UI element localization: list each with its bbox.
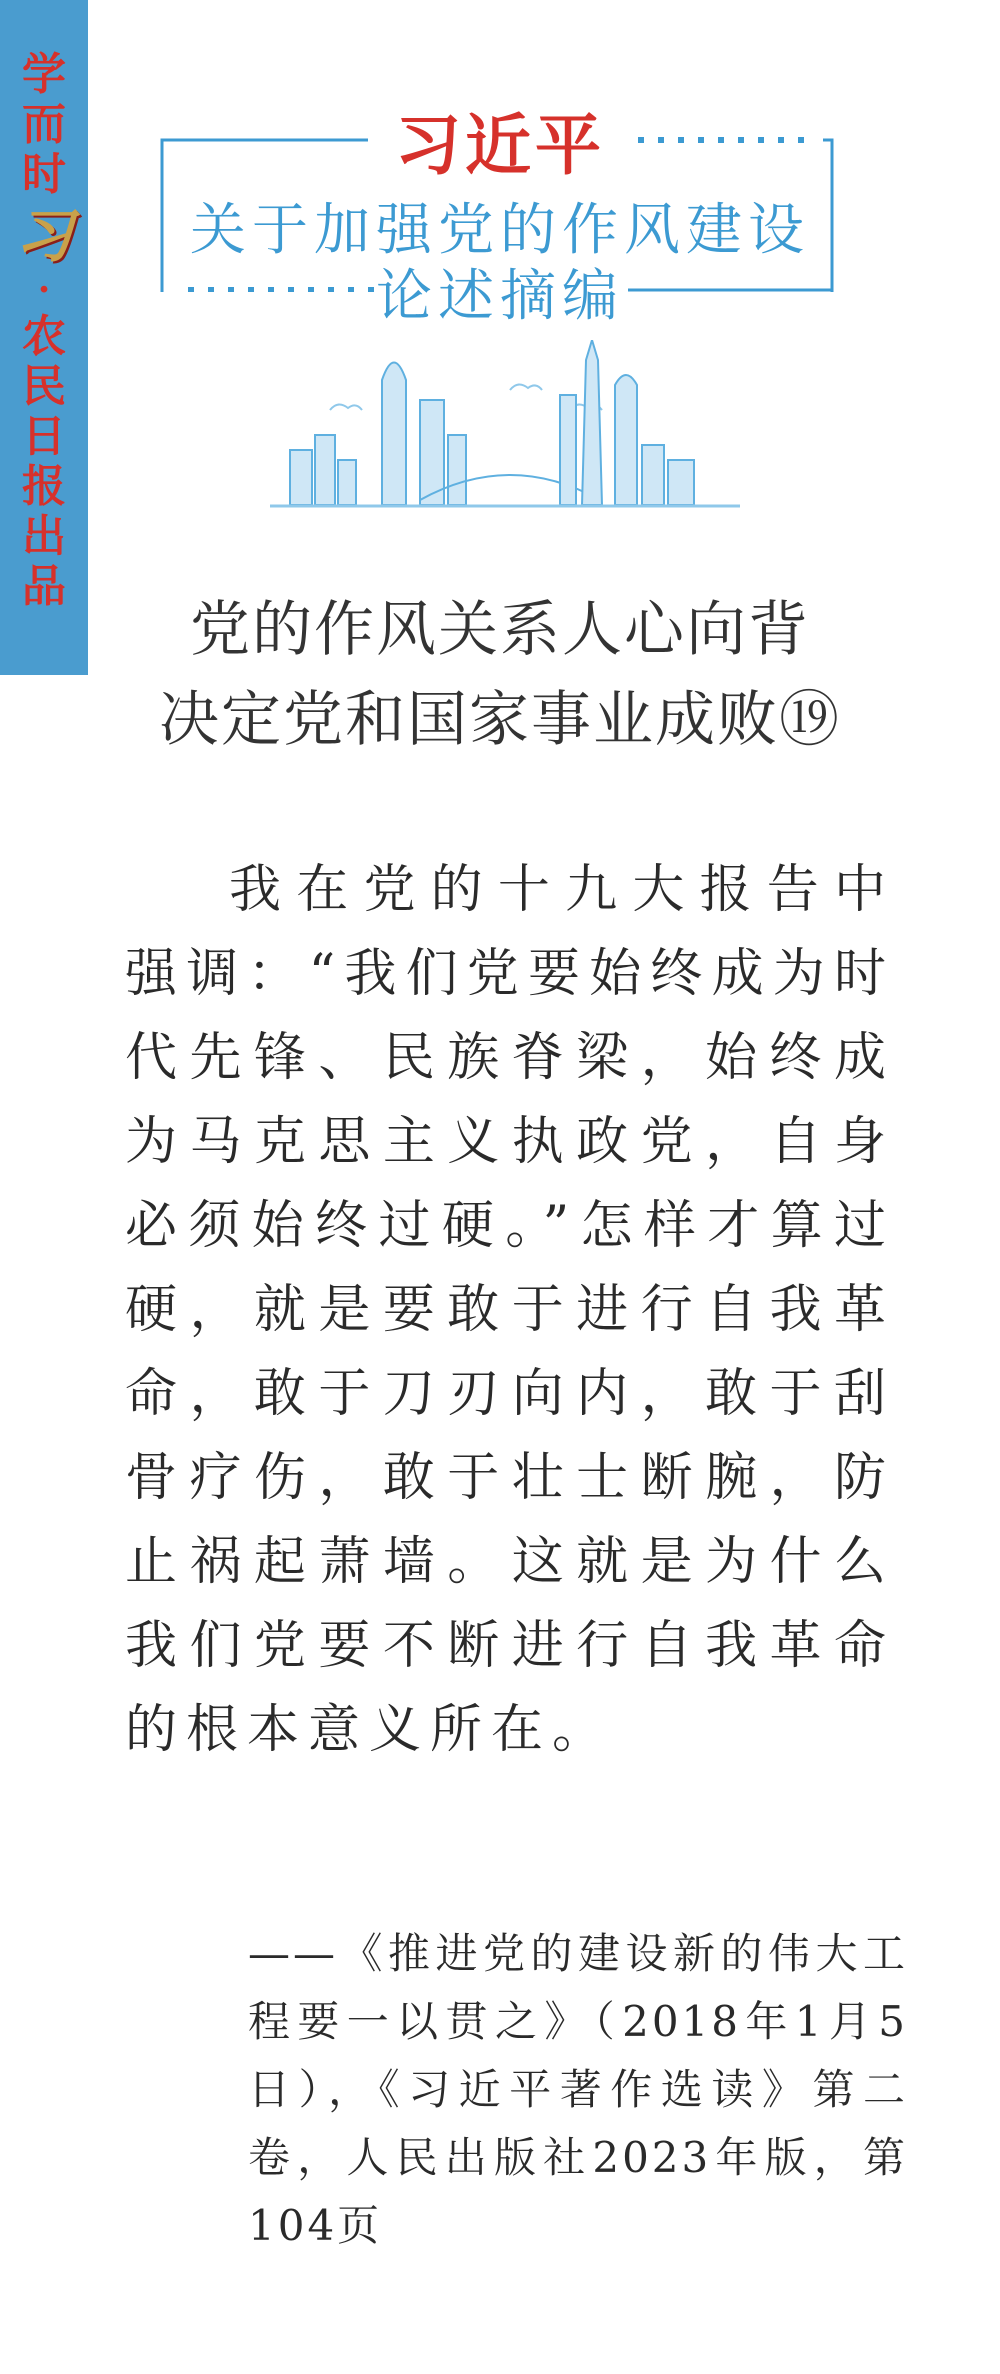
banner-char: 时: [22, 149, 66, 200]
citation-text: ——《推进党的建设新的伟大工程要一以贯之》（2018年1月5日），《习近平著作选读》第二卷，人民出版社2023年版，第104页: [248, 1929, 908, 2250]
section-title-line1: 党的作风关系人心向背: [190, 595, 810, 665]
city-skyline-illustration: [270, 340, 740, 510]
citation: [248, 1920, 908, 2260]
book-title-line1: 关于加强党的作风建设: [190, 198, 810, 263]
author-name: 习近平: [395, 107, 605, 184]
book-title-line2: 论述摘编: [376, 264, 624, 329]
banner-char: 农: [22, 311, 66, 362]
banner-char: 而: [22, 99, 66, 150]
banner-dot: ·: [37, 269, 51, 311]
banner-char: 学: [22, 49, 66, 100]
body-paragraph: 我在党的十九大报告中强调：“我们党要始终成为时代先锋、民族脊梁，始终成为马克思主义执政党，自身必须始终过硬。”怎样才算过硬，就是要敢于进行自我革命，敢于刀刃向内，敢于刮骨疗伤，敢于壮士断腕，防止祸起萧墙。这就是为什么我们党要不断进行自我革命的根本意义所在。: [125, 860, 895, 1760]
section-title-line2: 决定党和国家事业成败⑲: [159, 685, 841, 755]
banner-char: 报: [22, 461, 66, 512]
banner-char: 日: [22, 411, 66, 462]
body-text: [125, 848, 895, 1772]
banner-char: 品: [22, 561, 66, 612]
banner-char: 出: [22, 511, 66, 562]
banner-xi-logo: 习: [14, 202, 73, 270]
banner-char: 民: [22, 361, 66, 412]
